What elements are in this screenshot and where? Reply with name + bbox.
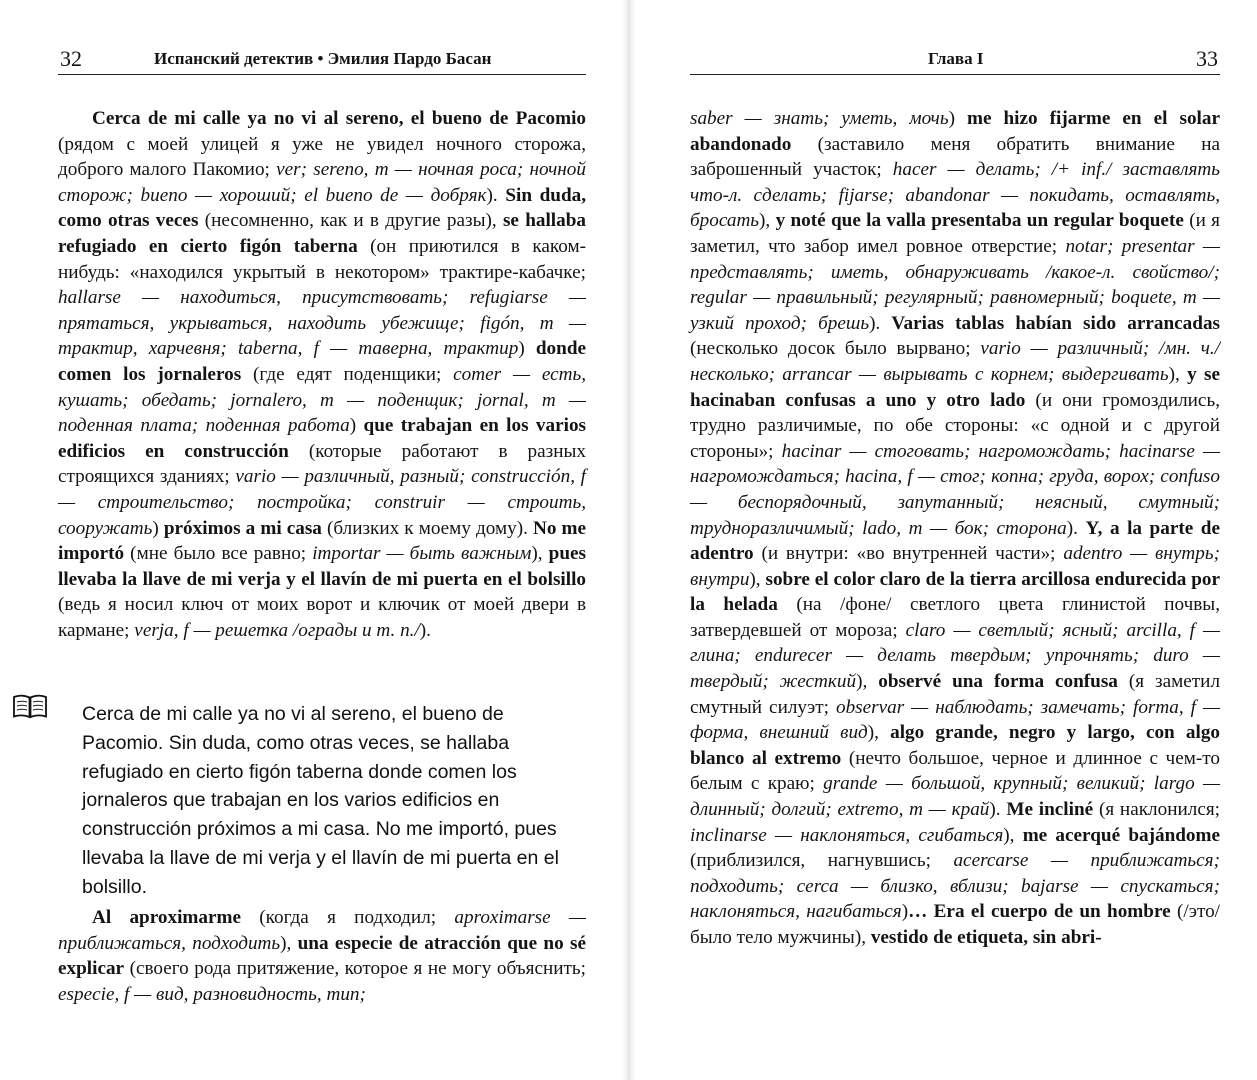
translation-text: ). [869, 312, 892, 334]
spanish-phrase: se hallaba refugiado en cierto figón taberna [58, 210, 586, 257]
translation-text: ), [280, 932, 298, 954]
translation-text: ), [1003, 824, 1023, 846]
spanish-phrase: donde comen los jornaleros [58, 338, 587, 385]
right-page [628, 0, 1257, 1080]
spanish-phrase: sobre el color claro de la tierra arcillosa endurecida por la helada [690, 568, 1221, 616]
spanish-phrase: Sin duda, como otras veces [58, 184, 587, 232]
spanish-phrase: pues llevaba la llave de mi verja y el llavín de mi puerta en el bolsillo [58, 543, 586, 590]
right-page-header [690, 44, 1220, 75]
translation-text: (/это/ было тело мужчины), [690, 901, 1220, 948]
translation-text: ). [419, 619, 431, 641]
vocabulary-gloss: hacinar — стоговать; нагромождать; hacinarse — нагромождаться; hacina, f — стог; копна; груда, ворох; confuso — беспорядочный, запутанный; неясный, смутный; трудноразличимый; lado, m — бок; сторона [690, 440, 1220, 539]
vocabulary-gloss: vario — различный, разный; construcción, f — строительство; постройка; construir — строить, сооружать [58, 466, 587, 539]
left-page [0, 0, 628, 1080]
translation-text: (я заметил смутный силуэт; [690, 671, 1221, 718]
paragraph-4-body [690, 106, 1220, 951]
vocabulary-gloss: adentro — внутрь; внутри [690, 543, 1220, 590]
right-page-number: 33 [1196, 46, 1218, 71]
paragraph-4 [690, 106, 1220, 951]
left-page-number: 32 [60, 46, 82, 71]
spanish-phrase: Y, a la parte de adentro [690, 517, 1220, 565]
vocabulary-gloss: inclinarse — наклоняться, сгибаться [690, 824, 1004, 846]
vocabulary-gloss: saber — знать; уметь, мочь [690, 108, 949, 129]
spanish-phrase: Me incliné [1006, 799, 1094, 821]
translation-text: (он приютился в каком-нибудь: «находился укрытый в некотором» трактире-кабачке; [58, 235, 586, 283]
vocabulary-gloss: notar; presentar — представлять; иметь, обнаруживать /какое-л. свойство/; regular — правильный; регулярный; равномерный; boquete, m — узкий проход; брешь [690, 235, 1220, 334]
vocabulary-gloss: hacer — делать; /+ inf./ заставлять что-л. сделать; fijarse; abandonar — покидать, оставлять, бросать [690, 159, 1220, 232]
translation-text: ), [531, 543, 549, 565]
translation-text: ). [1066, 517, 1086, 539]
translation-text: (и я заметил, что забор имел ровное отверстие; [690, 210, 1220, 257]
translation-text: (близких к моему дому). [321, 517, 533, 539]
translation-text: ), [1168, 363, 1188, 385]
vocabulary-gloss: aproximarse — приближаться, подходить [58, 907, 586, 954]
spanish-phrase: una especie de atracción que no sé explicar [58, 932, 586, 980]
translation-text: (когда я подходил; [241, 907, 455, 928]
translation-text: (несомненно, как и в другие разы), [198, 210, 503, 232]
translation-text: (на /фоне/ светлого цвета глинистой почвы, затвердевшей от мороза; [690, 594, 1220, 641]
left-page-header [58, 44, 586, 75]
vocabulary-gloss: verja, f — решетка /ограды и т. п./ [134, 619, 420, 641]
translation-text: (приблизился, нагнувшись; [690, 850, 954, 872]
spanish-phrase: me acerqué bajándome [1022, 824, 1220, 846]
translation-text: ), [759, 210, 776, 232]
paragraph-3-body [58, 905, 586, 1007]
translation-text: ), [867, 722, 891, 744]
paragraph-3 [58, 905, 586, 1007]
translation-text: (нечто большое, черное и длинное с чем-то белым с краю; [690, 747, 1220, 795]
spanish-phrase: vestido de etiqueta, sin abri- [870, 927, 1102, 948]
translation-text: ). [989, 799, 1007, 821]
vocabulary-gloss: observar — наблюдать; замечать; forma, f — форма, внешний вид [690, 696, 1220, 744]
vocabulary-gloss: vario — различный; /мн. ч./ несколько; arrancar — вырывать с корнем; выдергивать [690, 338, 1220, 385]
spanish-phrase: observé una forma confusa [878, 671, 1118, 693]
vocabulary-gloss: claro — светлый; ясный; arcilla, f — глина; endurecer — делать твердым; упрочнять; duro — твердый; жесткий [690, 619, 1221, 693]
translation-text: (я наклонился; [1093, 799, 1220, 821]
open-book-icon [12, 694, 48, 720]
left-running-head: Испанский детектив • Эмилия Пардо Басан [154, 49, 492, 68]
right-running-head: Глава I [928, 49, 984, 68]
spanish-phrase: Al aproximarme [92, 907, 242, 928]
spanish-phrase: me hizo fijarme en el solar abandonado [690, 108, 1221, 155]
translation-text: (где едят поденщики; [241, 363, 454, 385]
spanish-phrase: Cerca de mi calle ya no vi al sereno, el bueno de Pacomio [92, 108, 586, 129]
translation-text: ) [948, 108, 967, 129]
vocabulary-gloss: grande — большой, крупный; великий; largo — длинный; долгий; extremo, m — край [690, 773, 1220, 821]
translation-text: (которые работают в разных строящихся зданиях; [58, 440, 587, 488]
spanish-phrase: … Era el cuerpo de un hombre [908, 901, 1171, 923]
spanish-phrase: y se hacinaban confusas a uno y otro lado [690, 363, 1220, 411]
translation-text: (и они громоздились, трудно различимые, по обе стороны: «с одной и с другой стороны»; [690, 389, 1221, 462]
spanish-phrase: que trabajan en los varios edificios en construcción [58, 415, 587, 462]
spanish-phrase: Varias tablas habían sido arrancadas [891, 312, 1220, 334]
original-text-block: Cerca de mi calle ya no vi al sereno, el bueno de Pacomio. Sin duda, como otras veces, se hallaba refugiado en cierto figón taberna donde comen los jornaleros que trabajan en los varios edificios en construcción próximos a mi casa. No me importó, pues llevaba la llave de mi verja y el llavín de mi puerta en el bolsillo. [82, 703, 559, 898]
vocabulary-gloss: especie, f — вид, разновидность, тип; [58, 983, 366, 1005]
spanish-phrase: y noté que la valla presentaba un regular boquete [775, 210, 1184, 232]
translation-text: ) [349, 415, 364, 437]
translation-text: (мне было все равно; [124, 543, 313, 565]
vocabulary-gloss: importar — быть важным [312, 543, 532, 565]
translation-text: ) [152, 517, 164, 539]
spanish-phrase: próximos a mi casa [163, 517, 322, 539]
spanish-phrase: algo grande, negro y largo, con algo blanco al extremo [690, 722, 1221, 769]
vocabulary-gloss: acercarse — приближаться; подходить; cerca — близко, вблизи; bajarse — спускаться; наклоняться, нагибаться [690, 850, 1220, 923]
vocabulary-gloss: hallarse — находиться, присутствовать; refugiarse — прятаться, укрываться, находить убежище; figón, m — трактир, харчевня; taberna, f — таверна, трактир [58, 287, 586, 360]
translation-text: (заставило меня обратить внимание на заброшенный участок; [690, 133, 1220, 181]
translation-text: ) [901, 901, 909, 923]
translation-text: (ведь я носил ключ от моих ворот и ключик от моей двери в кармане; [58, 594, 586, 641]
translation-text: ). [486, 184, 506, 206]
translation-text: ), [856, 671, 879, 693]
translation-text: (своего рода притяжение, которое я не могу объяснить; [124, 958, 586, 980]
translation-text: (и внутри: «во внутренней части»; [753, 543, 1064, 565]
translation-text: ), [749, 568, 766, 590]
translation-text: ) [518, 338, 536, 360]
paragraph-1-body [58, 106, 586, 643]
spanish-phrase: No me importó [58, 517, 586, 565]
vocabulary-gloss: ver; sereno, m — ночная роса; ночной сторож; bueno — хороший; el bueno de — добряк [58, 159, 586, 206]
vocabulary-gloss: comer — есть, кушать; обедать; jornalero, m — поденщик; jornal, m — поденная плата; поденная работа [58, 363, 586, 437]
translation-text: (рядом с моей улицей я уже не увидел ночного сторожа, доброго малого Пакомио; [58, 133, 586, 181]
translation-text: (несколько досок было вырвано; [690, 338, 981, 360]
paragraph-1 [58, 106, 586, 643]
